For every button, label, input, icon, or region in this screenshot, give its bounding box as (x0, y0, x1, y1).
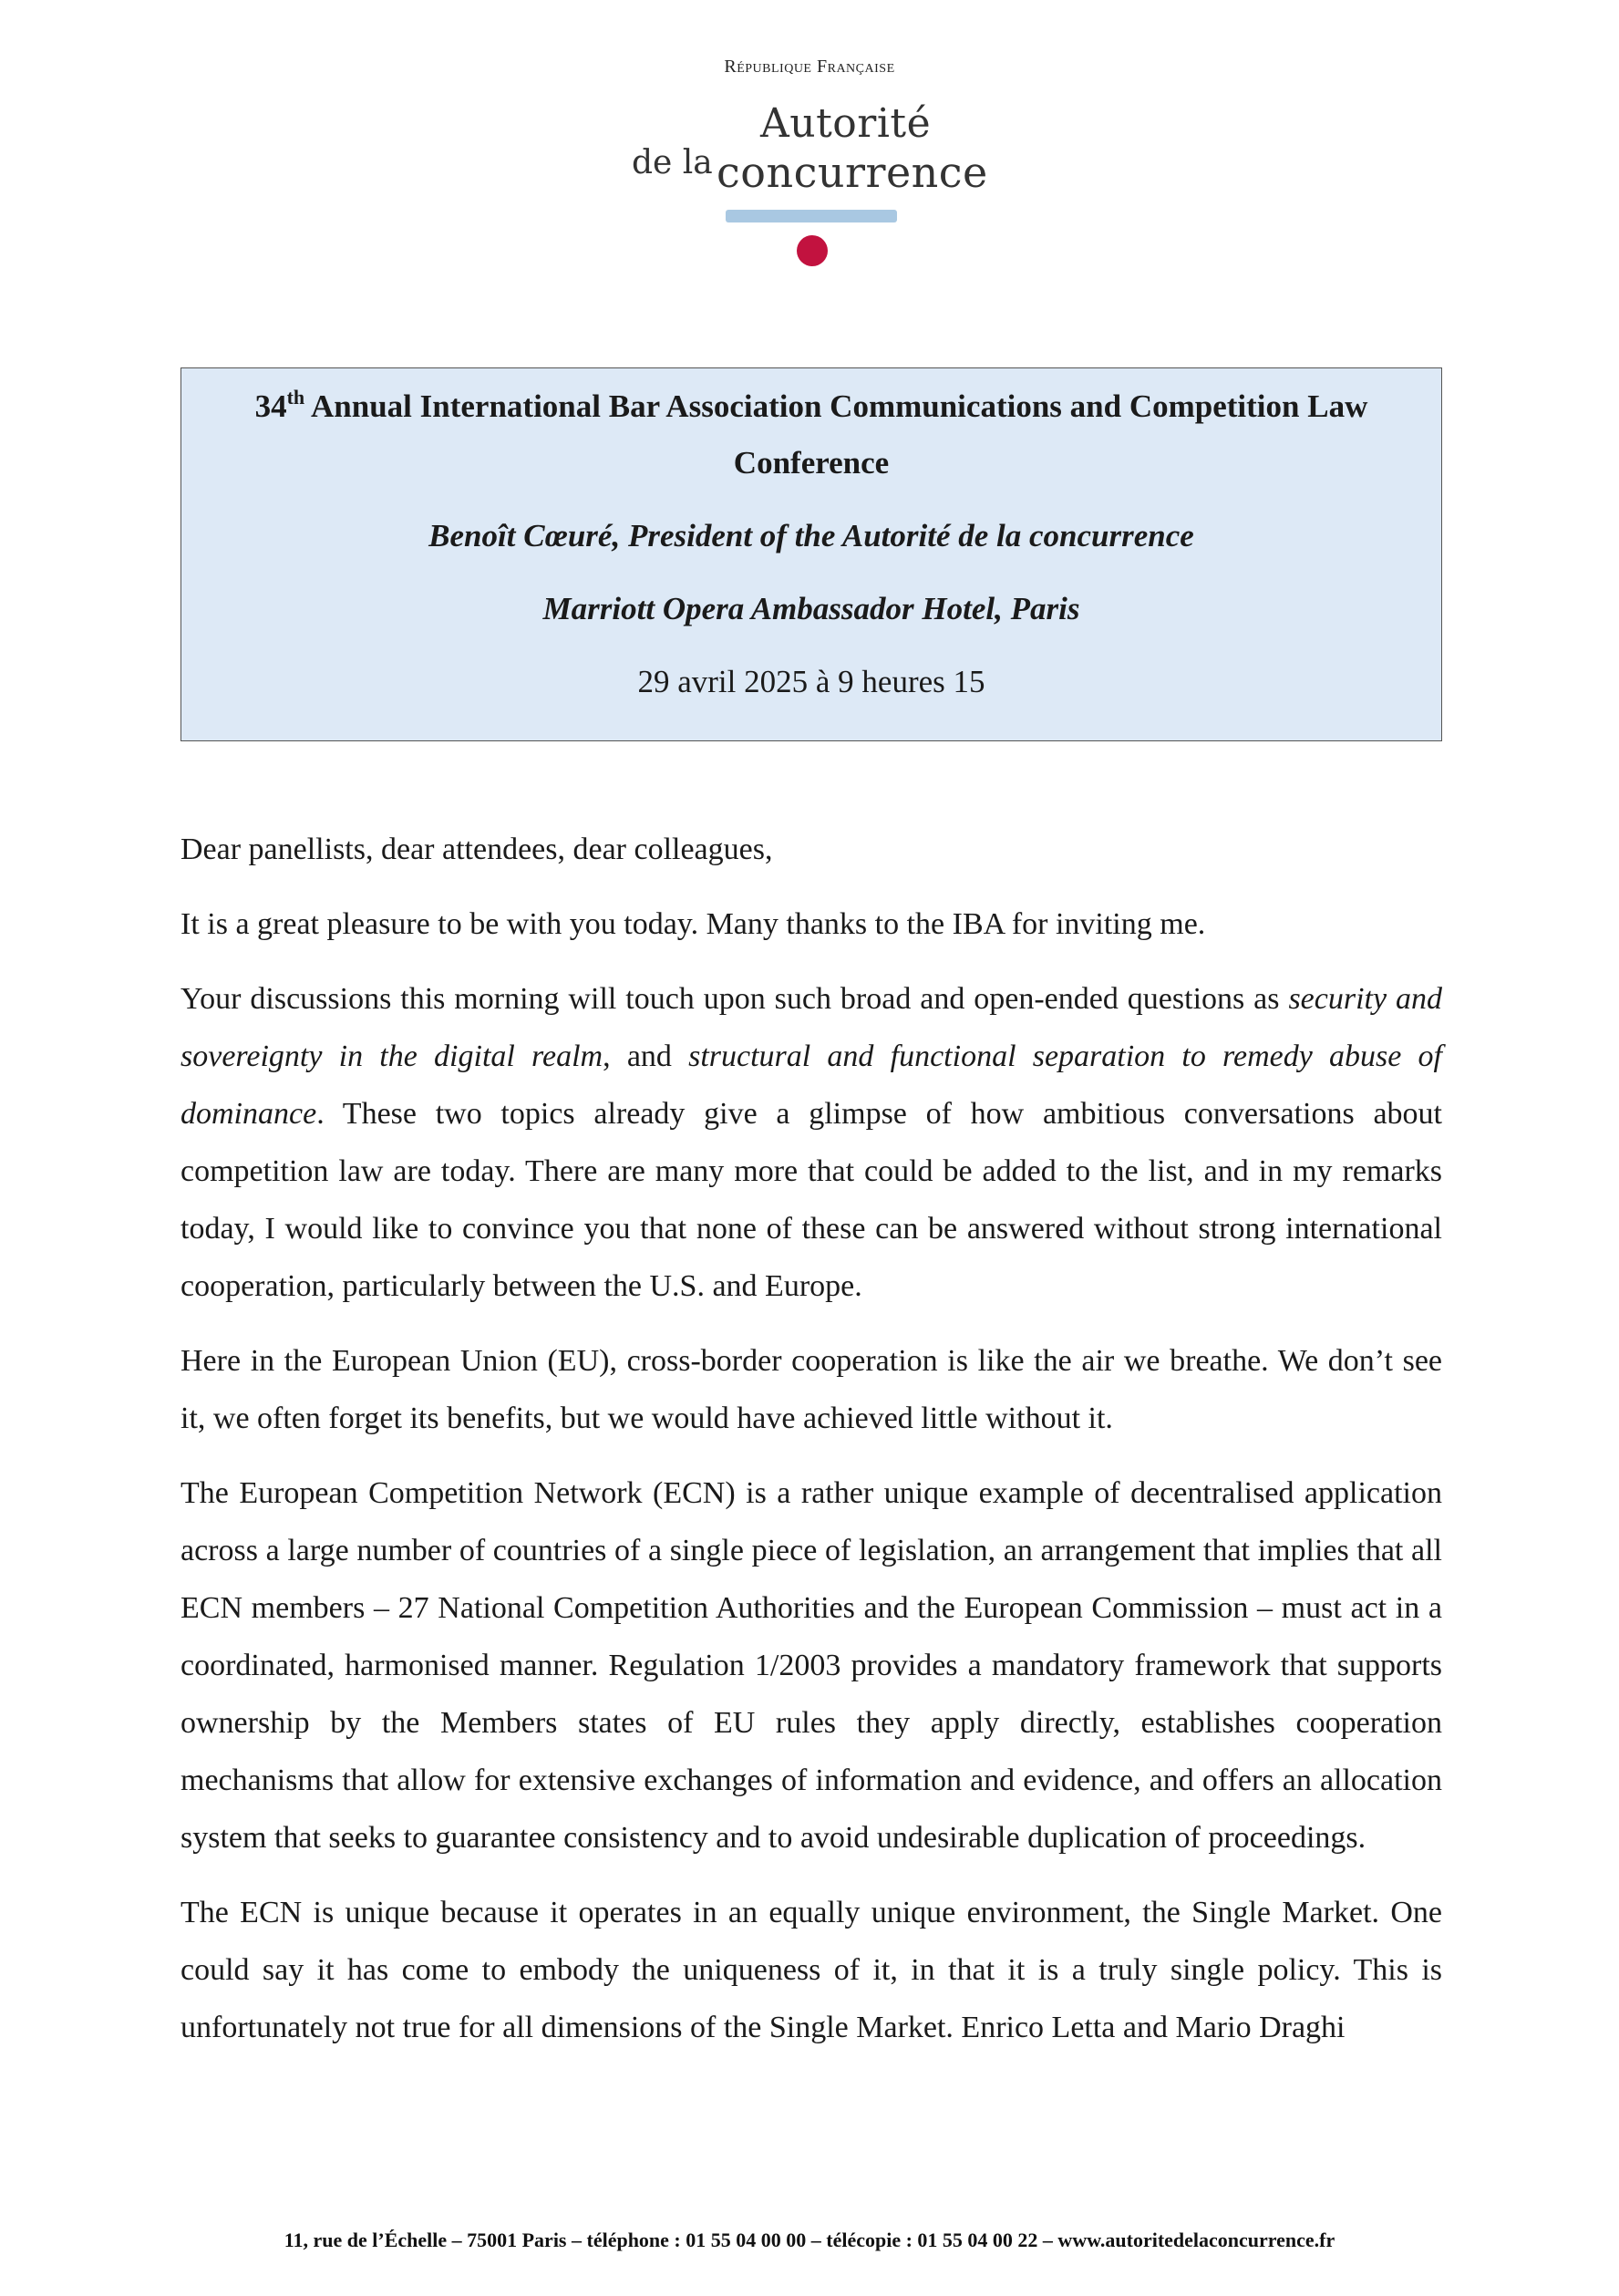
paragraph-thanks: It is a great pleasure to be with you today. Many thanks to the IBA for inviting me. (180, 907, 1206, 941)
paragraph-eu-cooperation: Here in the European Union (EU), cross-border cooperation is like the air we breathe. We don’t see it, we often forget its benefits, but we would have achieved little without it. (180, 1344, 1442, 1435)
paragraph-salutation: Dear panellists, dear attendees, dear colleagues, (180, 833, 773, 866)
speech-body (180, 821, 1442, 2074)
paragraph-ecn: The European Competition Network (ECN) is a rather unique example of decentralised application across a large number of countries of a single piece of legislation, an arrangement that implies that all ECN members – 27 National Competition Authorities and the European Commission – must act in a coordinated, harmonised manner. Regulation 1/2003 provides a mandatory framework that supports ownership by the Members states of EU rules they apply directly, establishes cooperation mechanisms that allow for extensive exchanges of information and evidence, and offers an allocation system that seeks to guarantee consistency and to avoid undesirable duplication of proceedings. (180, 1476, 1442, 1855)
logo-blue-bar (726, 210, 897, 222)
conference-title-line1 (181, 388, 1441, 425)
footer-address: 11, rue de l’Échelle – 75001 Paris – téléphone : 01 55 04 00 00 – télécopie : 01 55 04 00 22 – www.autoritedelaconcurrence.fr (284, 2229, 1335, 2251)
venue-line: Marriott Opera Ambassador Hotel, Paris (542, 591, 1080, 626)
p3-text-c: . These two topics already give a glimpse of how ambitious conversations about competition law are today. There are many more that could be added to the list, and in my remarks today, I would like to convince you that none of these can be answered without strong international cooperation, particularly between the U.S. and Europe. (180, 1097, 1442, 1303)
p3-italic-security: security and sovereignty in the digital realm (180, 982, 1442, 1073)
speaker-line: Benoît Cœuré, President of the Autorité de la concurrence (428, 518, 1194, 553)
letterhead (0, 0, 1619, 292)
logo-word-autorite: Autorité (760, 100, 932, 147)
p3-text-b: , and (603, 1039, 689, 1073)
p3-italic-separation: structural and functional separation to remedy abuse of dominance (180, 1039, 1442, 1131)
logo-red-dot (797, 235, 828, 266)
logo-word-concurrence: concurrence (717, 148, 988, 197)
paragraph-topics (180, 970, 1442, 1315)
paragraph-single-market: The ECN is unique because it operates in an equally unique environment, the Single Market. One could say it has come to embody the uniqueness of it, in that it is a truly single policy. This is unfortunately not true for all dimensions of the Single Market. Enrico Letta and Mario Draghi (180, 1896, 1442, 2044)
p3-text-a: Your discussions this morning will touch upon such broad and open-ended questions as (180, 982, 1289, 1016)
ordinal-suffix: th (286, 386, 305, 409)
logo-word-de-la: de la (632, 144, 713, 181)
conference-number: 34 (254, 388, 287, 424)
date-line: 29 avril 2025 à 9 heures 15 (637, 664, 985, 699)
conference-title-line2: Conference (733, 445, 890, 481)
title-box (180, 367, 1442, 741)
republique-francaise-label: République Française (724, 57, 895, 77)
conference-title-rest: Annual International Bar Association Communications and Competition Law (304, 388, 1368, 424)
